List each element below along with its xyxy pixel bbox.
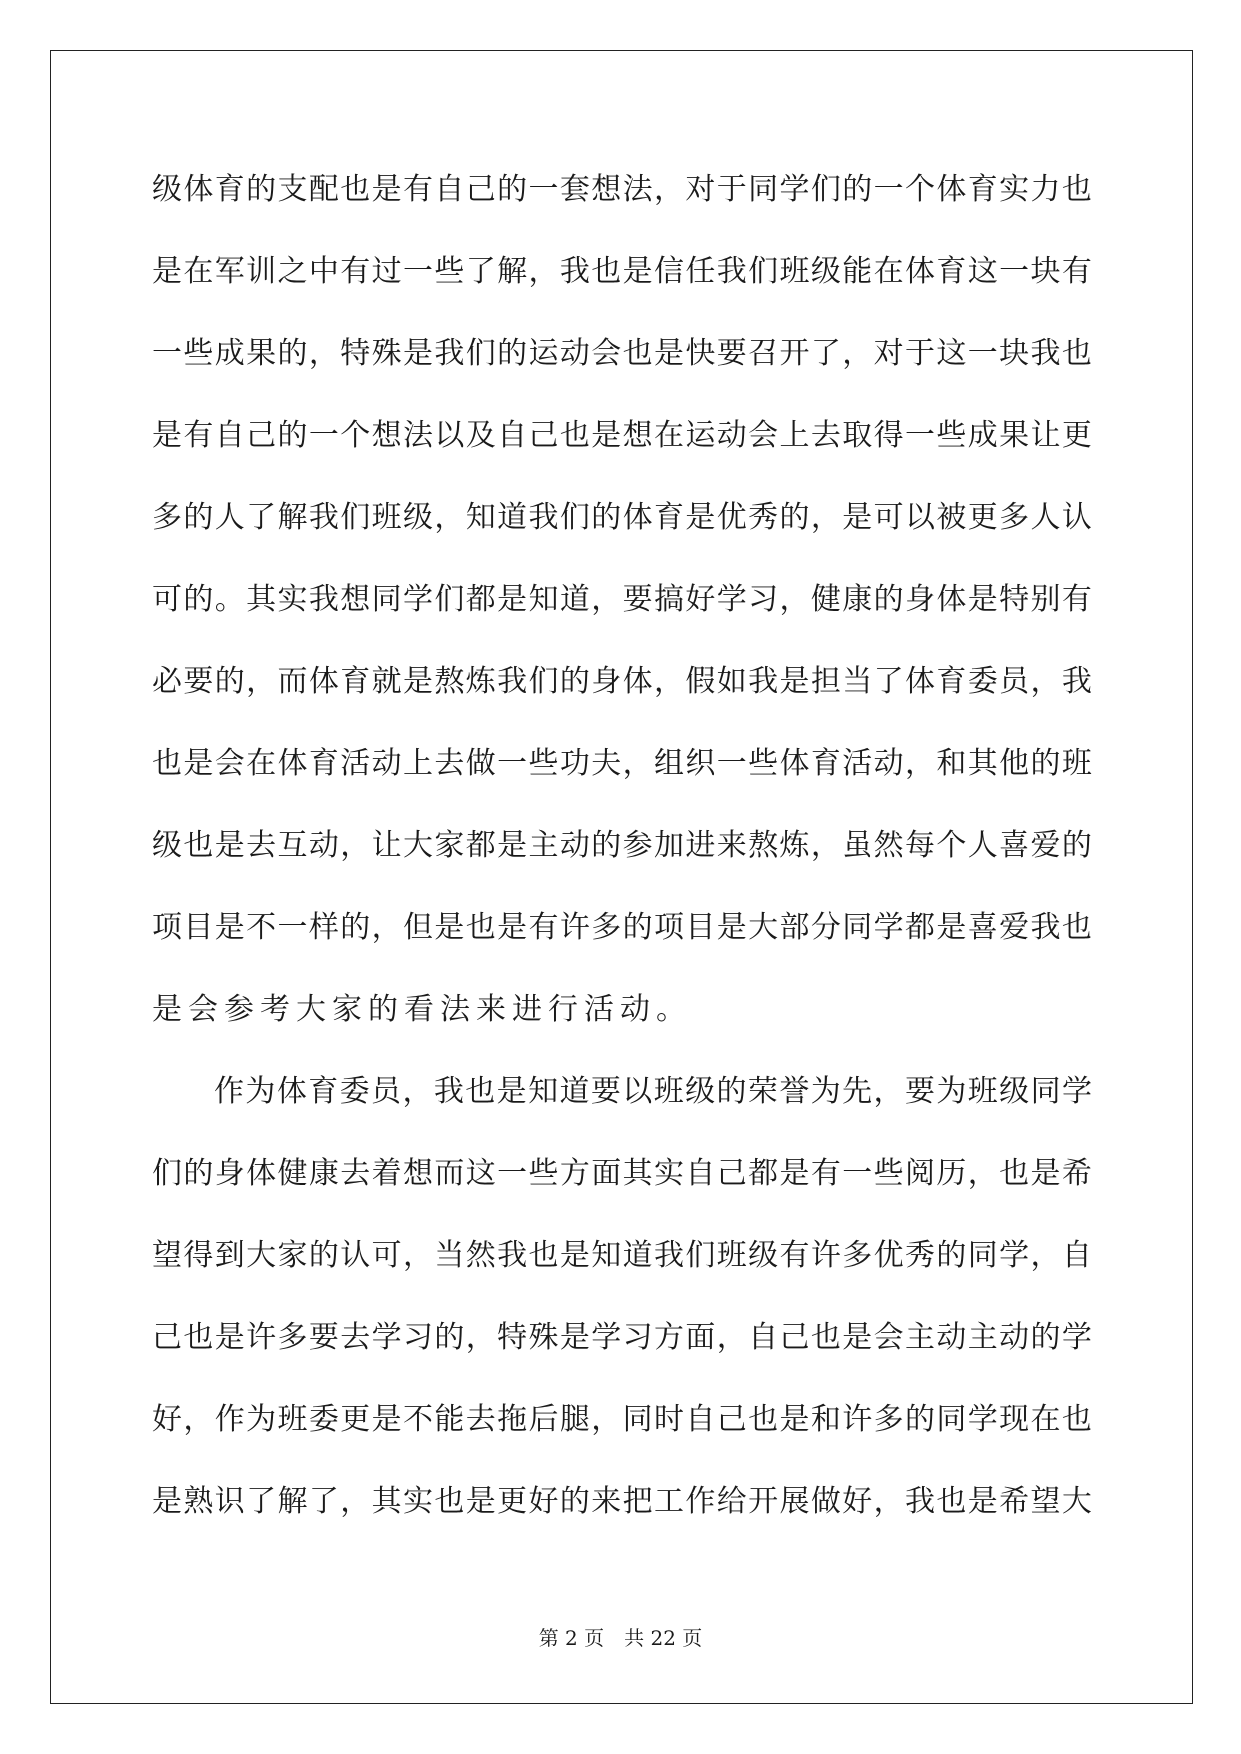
text-line: 望 得 到 大 家 的 认 可 ， 当 然 我 也 是 知 道 我 们 班 级 有 许 多 优 秀 的 同 学 ， 自 [152, 1238, 1092, 1273]
text-line: 也 是 会 在 体 育 活 动 上 去 做 一 些 功 夫 ， 组 织 一 些 体 育 活 动 ， 和 其 他 的 班 [152, 746, 1092, 781]
text-line: 必 要 的 ， 而 体 育 就 是 熬 炼 我 们 的 身 体 ， 假 如 我 是 担 当 了 体 育 委 员 ， 我 [152, 664, 1092, 699]
paragraph-end-line: 是会参考大家的看法来进行活动。 [152, 992, 692, 1027]
text-line: 可 的 。 其 实 我 想 同 学 们 都 是 知 道 ， 要 搞 好 学 习 ， 健 康 的 身 体 是 特 别 有 [152, 582, 1092, 617]
text-line: 们 的 身 体 健 康 去 着 想 而 这 一 些 方 面 其 实 自 己 都 是 有 一 些 阅 历 ， 也 是 希 [152, 1156, 1092, 1191]
text-line: 一 些 成 果 的 ， 特 殊 是 我 们 的 运 动 会 也 是 快 要 召 开 了 ， 对 于 这 一 块 我 也 [152, 336, 1092, 371]
text-line: 是 在 军 训 之 中 有 过 一 些 了 解 ， 我 也 是 信 任 我 们 班 级 能 在 体 育 这 一 块 有 [152, 254, 1092, 289]
text-line: 多 的 人 了 解 我 们 班 级 ， 知 道 我 们 的 体 育 是 优 秀 的 ， 是 可 以 被 更 多 人 认 [152, 500, 1092, 535]
text-line: 好 ， 作 为 班 委 更 是 不 能 去 拖 后 腿 ， 同 时 自 己 也 是 和 许 多 的 同 学 现 在 也 [152, 1402, 1092, 1437]
text-line: 级 也 是 去 互 动 ， 让 大 家 都 是 主 动 的 参 加 进 来 熬 炼 ， 虽 然 每 个 人 喜 爱 的 [152, 828, 1092, 863]
total-pages: 共 22 页 [624, 1626, 703, 1650]
text-line: 项 目 是 不 一 样 的 ， 但 是 也 是 有 许 多 的 项 目 是 大 部 分 同 学 都 是 喜 爱 我 也 [152, 910, 1092, 945]
page-footer [0, 1622, 1241, 1651]
page-number: 第 2 页 [538, 1626, 605, 1650]
text-line: 己 也 是 许 多 要 去 学 习 的 ， 特 殊 是 学 习 方 面 ， 自 己 也 是 会 主 动 主 动 的 学 [152, 1320, 1092, 1355]
paragraph-start-line: 作 为 体 育 委 员 ， 我 也 是 知 道 要 以 班 级 的 荣 誉 为 先 ， 要 为 班 级 同 学 [214, 1074, 1092, 1109]
text-line: 级 体 育 的 支 配 也 是 有 自 己 的 一 套 想 法 ， 对 于 同 学 们 的 一 个 体 育 实 力 也 [152, 172, 1092, 207]
text-line: 是 有 自 己 的 一 个 想 法 以 及 自 己 也 是 想 在 运 动 会 上 去 取 得 一 些 成 果 让 更 [152, 418, 1092, 453]
document-body [152, 160, 1092, 1554]
text-line: 是 熟 识 了 解 了 ， 其 实 也 是 更 好 的 来 把 工 作 给 开 展 做 好 ， 我 也 是 希 望 大 [152, 1484, 1092, 1519]
